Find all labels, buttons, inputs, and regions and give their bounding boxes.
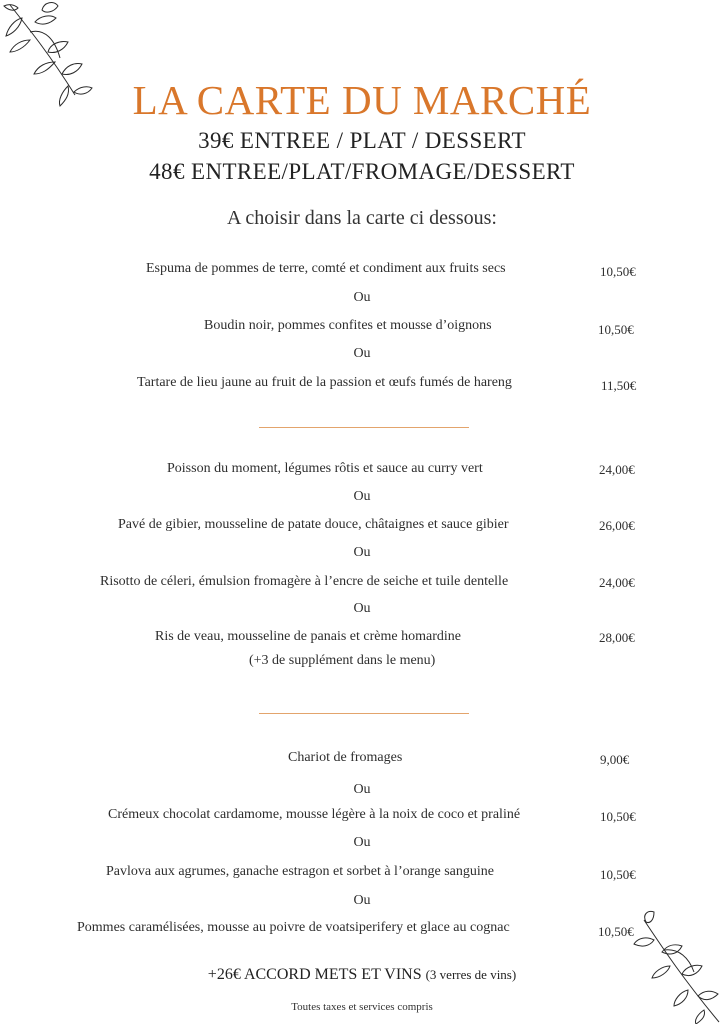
dessert-item-1: Chariot de fromages (288, 750, 403, 765)
or-separator: Ou (353, 893, 371, 908)
or-separator: Ou (353, 489, 371, 504)
plat-item-1: Poisson du moment, légumes rôtis et sauce au curry vert (167, 461, 483, 476)
taxes-notice: Toutes taxes et services compris (291, 1001, 433, 1013)
or-separator: Ou (353, 782, 371, 797)
plat-item-4: Ris de veau, mousseline de panais et crème homardine (155, 629, 461, 644)
dessert-price-1: 9,00€ (600, 752, 630, 767)
or-separator: Ou (353, 601, 371, 616)
plat-price-3: 24,00€ (599, 575, 635, 590)
wine-pairing-label: +26€ ACCORD METS ET VINS (207, 966, 422, 983)
or-separator: Ou (353, 346, 371, 361)
dessert-price-3: 10,50€ (600, 867, 636, 882)
entree-price-3: 11,50€ (601, 378, 637, 393)
entree-item-3: Tartare de lieu jaune au fruit de la passion et œufs fumés de hareng (137, 375, 512, 390)
menu-subtitle: A choisir dans la carte ci dessous: (227, 207, 497, 229)
formula-price-3-courses: 39€ ENTREE / PLAT / DESSERT (198, 128, 526, 153)
page-title: LA CARTE DU MARCHÉ (132, 77, 592, 123)
plat-price-1: 24,00€ (599, 462, 635, 477)
dessert-item-2: Crémeux chocolat cardamome, mousse légère à la noix de coco et praliné (108, 807, 521, 822)
plat-item-2: Pavé de gibier, mousseline de patate douce, châtaignes et sauce gibier (118, 517, 509, 532)
wine-pairing-note: (3 verres de vins) (425, 967, 517, 982)
or-separator: Ou (353, 835, 371, 850)
plat-item-3: Risotto de céleri, émulsion fromagère à l’encre de seiche et tuile dentelle (100, 574, 509, 589)
dessert-item-4: Pommes caramélisées, mousse au poivre de voatsiperifery et glace au cognac (77, 920, 510, 935)
entree-price-1: 10,50€ (600, 264, 636, 279)
plat-price-2: 26,00€ (599, 518, 635, 533)
entree-item-2: Boudin noir, pommes confites et mousse d’oignons (204, 318, 492, 333)
dessert-price-2: 10,50€ (600, 809, 636, 824)
formula-price-4-courses: 48€ ENTREE/PLAT/FROMAGE/DESSERT (149, 159, 575, 184)
section-divider (259, 427, 469, 428)
or-separator: Ou (353, 545, 371, 560)
plat-price-4: 28,00€ (599, 630, 635, 645)
entree-item-1: Espuma de pommes de terre, comté et condiment aux fruits secs (146, 261, 506, 276)
dessert-item-3: Pavlova aux agrumes, ganache estragon et sorbet à l’orange sanguine (106, 864, 494, 879)
dessert-price-4: 10,50€ (598, 924, 634, 939)
plat-item-4-note: (+3 de supplément dans le menu) (249, 653, 436, 668)
entree-price-2: 10,50€ (598, 322, 634, 337)
or-separator: Ou (353, 290, 371, 305)
wine-pairing-offer (0, 966, 724, 984)
section-divider (259, 713, 469, 714)
